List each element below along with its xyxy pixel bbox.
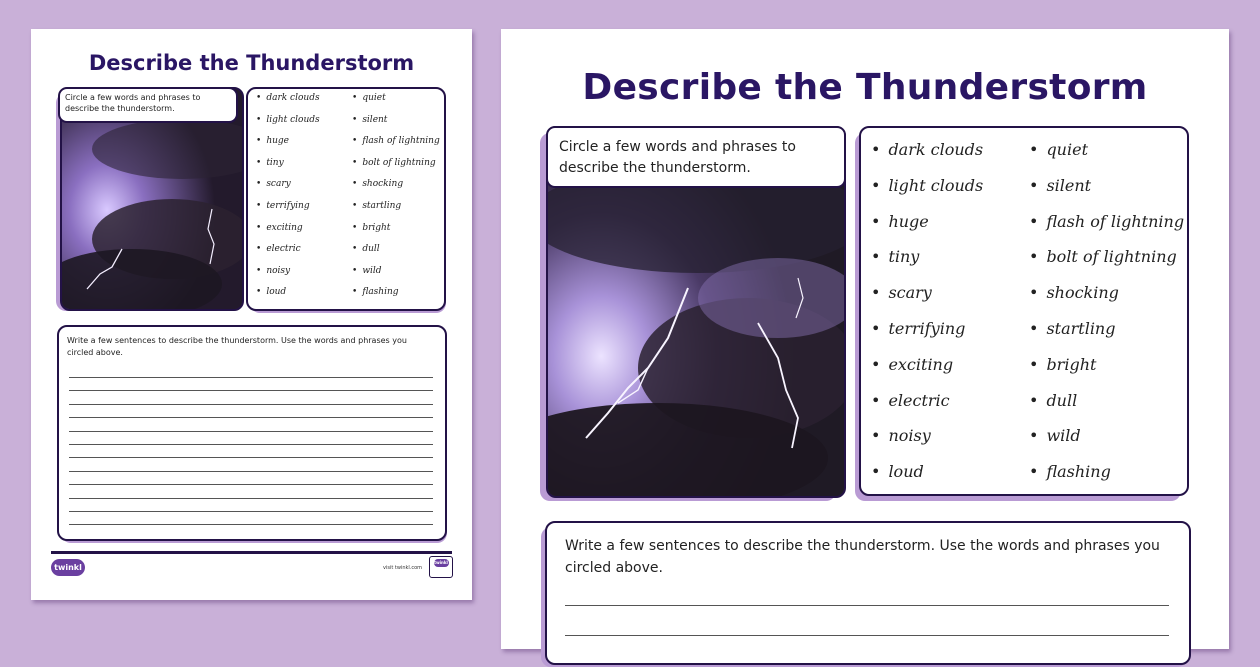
writing-line bbox=[69, 404, 433, 405]
word-option[interactable]: • terrifying bbox=[871, 319, 966, 338]
word-option[interactable]: • tiny bbox=[256, 157, 284, 168]
word-option[interactable]: • huge bbox=[256, 136, 289, 147]
word-option[interactable]: • huge bbox=[871, 211, 929, 231]
word-option[interactable]: • light clouds bbox=[871, 175, 984, 195]
word-option[interactable]: • electric bbox=[256, 244, 301, 255]
word-option[interactable]: • scary bbox=[871, 283, 932, 303]
writing-line bbox=[69, 431, 433, 432]
writing-area bbox=[57, 325, 447, 541]
word-option[interactable]: • dark clouds bbox=[256, 93, 320, 103]
word-option[interactable]: • startling bbox=[1029, 319, 1116, 338]
page-title: Describe the Thunderstorm bbox=[88, 51, 415, 75]
word-option[interactable]: • dull bbox=[352, 244, 380, 255]
word-option[interactable]: • noisy bbox=[871, 426, 931, 446]
word-option[interactable]: • loud bbox=[256, 287, 287, 298]
word-option[interactable]: • silent bbox=[1029, 175, 1092, 195]
write-instruction: Write a few sentences to describe the thunderstorm. Use the words and phrases you circled above. bbox=[67, 336, 407, 357]
writing-line bbox=[69, 498, 433, 499]
word-option[interactable]: • quiet bbox=[1029, 140, 1088, 159]
word-option[interactable]: • exciting bbox=[256, 222, 303, 233]
writing-line bbox=[69, 390, 433, 391]
writing-line bbox=[565, 635, 1169, 636]
word-option[interactable]: • tiny bbox=[871, 247, 920, 267]
word-option[interactable]: • silent bbox=[352, 114, 388, 125]
word-option[interactable]: • light clouds bbox=[256, 114, 320, 125]
writing-line bbox=[69, 524, 433, 525]
word-option[interactable]: • flash of lightning bbox=[352, 136, 440, 147]
twinkl-logo: twinkl bbox=[51, 559, 85, 576]
word-bank bbox=[246, 87, 446, 311]
footer-link: visit twinkl.com bbox=[383, 565, 423, 571]
word-option[interactable]: • scary bbox=[256, 179, 291, 190]
writing-line bbox=[69, 457, 433, 458]
write-instruction: Write a few sentences to describe the thunderstorm. Use the words and phrases you circled above. bbox=[565, 538, 1160, 576]
writing-line bbox=[69, 444, 433, 445]
word-option[interactable]: • wild bbox=[352, 265, 382, 276]
writing-line bbox=[69, 377, 433, 378]
word-option[interactable]: • flash of lightning bbox=[1029, 211, 1185, 231]
word-option[interactable]: • dull bbox=[1029, 390, 1078, 410]
word-option[interactable]: • flashing bbox=[1029, 462, 1111, 482]
word-option[interactable]: • quiet bbox=[352, 93, 386, 103]
word-option[interactable]: • startling bbox=[352, 201, 402, 211]
word-option[interactable]: • dark clouds bbox=[871, 140, 984, 159]
word-option[interactable]: • noisy bbox=[256, 265, 291, 276]
word-option[interactable]: • bolt of lightning bbox=[352, 157, 436, 168]
worksheet-thumbnail bbox=[31, 29, 472, 600]
word-option[interactable]: • flashing bbox=[352, 287, 399, 298]
writing-line bbox=[69, 484, 433, 485]
word-option[interactable]: • loud bbox=[871, 462, 924, 482]
word-option[interactable]: • exciting bbox=[871, 354, 954, 374]
word-bank bbox=[859, 126, 1189, 496]
quality-badge-icon bbox=[429, 556, 453, 578]
word-option[interactable]: • bright bbox=[1029, 354, 1097, 374]
circle-instruction: Circle a few words and phrases to describe the thunderstorm. bbox=[546, 126, 846, 188]
word-option[interactable]: • shocking bbox=[352, 179, 404, 190]
writing-line bbox=[565, 605, 1169, 606]
worksheet-page bbox=[501, 29, 1229, 649]
word-option[interactable]: • terrifying bbox=[256, 201, 310, 211]
footer-rule bbox=[51, 551, 452, 554]
word-option[interactable]: • electric bbox=[871, 390, 950, 410]
writing-line bbox=[69, 471, 433, 472]
page-title: Describe the Thunderstorm bbox=[582, 67, 1148, 108]
word-option[interactable]: • bolt of lightning bbox=[1029, 247, 1177, 267]
badge-text: twinkl bbox=[434, 560, 448, 565]
writing-line bbox=[69, 511, 433, 512]
circle-instruction: Circle a few words and phrases to describe the thunderstorm. bbox=[58, 87, 238, 123]
word-option[interactable]: • wild bbox=[1029, 426, 1081, 446]
writing-area bbox=[545, 521, 1191, 665]
writing-line bbox=[69, 417, 433, 418]
word-option[interactable]: • bright bbox=[352, 222, 391, 233]
word-option[interactable]: • shocking bbox=[1029, 283, 1119, 303]
